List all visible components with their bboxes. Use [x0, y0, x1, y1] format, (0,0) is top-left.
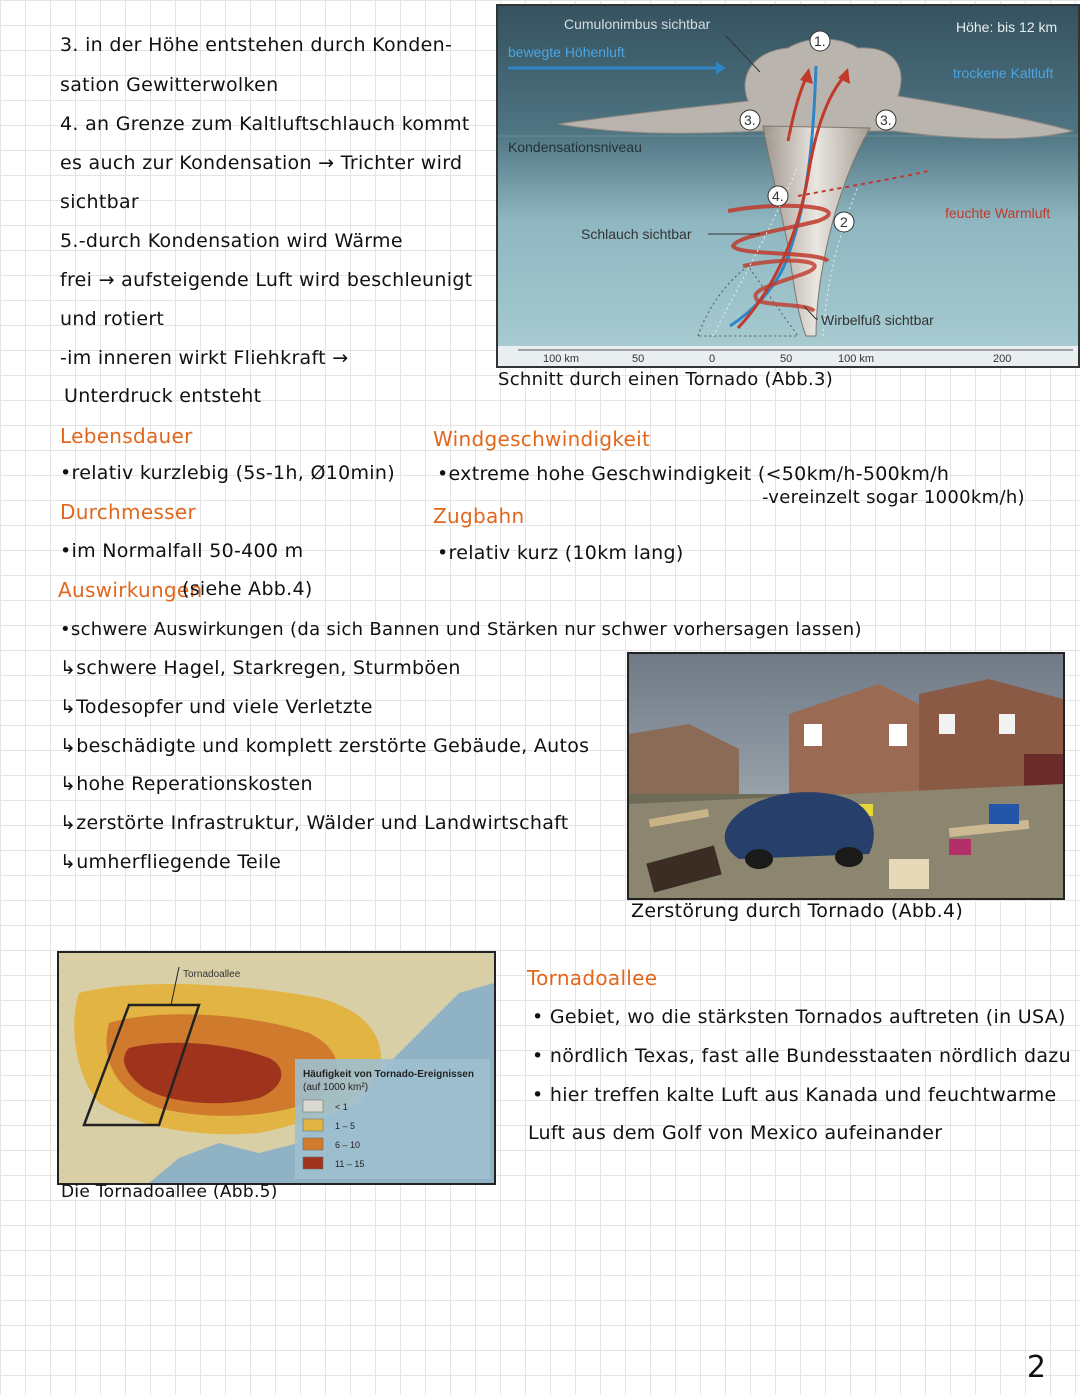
auswirkungen-item-5: ↳hohe Reperationskosten [60, 773, 313, 795]
marker-3-right [876, 110, 896, 130]
tick-100-right: 100 km [838, 353, 875, 365]
heading-zugbahn: Zugbahn [433, 504, 525, 528]
figure3-caption: Schnitt durch einen Tornado (Abb.3) [498, 369, 834, 390]
heading-tornadoallee: Tornadoallee [527, 966, 658, 990]
heading-windgeschwindigkeit: Windgeschwindigkeit [433, 427, 651, 451]
note-line-2: sation Gewitterwolken [60, 74, 279, 96]
heading-auswirkungen: Auswirkungen [58, 578, 203, 602]
lebensdauer-text: •relativ kurzlebig (5s-1h, Ø10min) [60, 462, 395, 484]
label-cumulonimbus: Cumulonimbus sichtbar [564, 16, 711, 32]
svg-text:1.: 1. [814, 33, 826, 49]
tick-50-right: 50 [780, 353, 793, 365]
label-height: Höhe: bis 12 km [956, 19, 1058, 35]
svg-text:< 1: < 1 [335, 1102, 348, 1112]
label-moving-upper-air: bewegte Höhenluft [508, 44, 625, 60]
note-line-7: frei → aufsteigende Luft wird beschleunigt [60, 269, 473, 291]
svg-text:3.: 3. [744, 112, 756, 128]
tick-0: 0 [709, 353, 716, 365]
heading-lebensdauer: Lebensdauer [60, 424, 193, 448]
label-condensation-level: Kondensationsniveau [508, 139, 642, 155]
note-line-10: Unterdruck entsteht [64, 385, 262, 407]
note-line-9: -im inneren wirkt Fliehkraft → [60, 347, 349, 369]
tick-200: 200 [993, 353, 1012, 365]
tornado-diagram [496, 4, 1080, 368]
auswirkungen-item-7: ↳umherfliegende Teile [60, 851, 282, 873]
label-dry-cold-air: trockene Kaltluft [953, 65, 1054, 81]
tornado-destruction-photo [627, 652, 1065, 900]
marker-1 [810, 31, 830, 51]
tick-100-left: 100 km [543, 353, 580, 365]
marker-4 [768, 186, 788, 206]
tornado-alley-map [57, 951, 496, 1185]
svg-text:3.: 3. [880, 112, 892, 128]
note-line-5: sichtbar [60, 191, 140, 213]
tornadoallee-item-4: Luft aus dem Golf von Mexico aufeinander [528, 1122, 943, 1144]
tornadoallee-item-3: • hier treffen kalte Luft aus Kanada und feuchtwarme [532, 1084, 1057, 1106]
legend-subtitle: (auf 1000 km²) [303, 1082, 369, 1093]
tick-50-left: 50 [632, 353, 645, 365]
auswirkungen-item-2: ↳schwere Hagel, Starkregen, Sturmböen [60, 657, 461, 679]
svg-text:6 – 10: 6 – 10 [335, 1140, 361, 1150]
page-number: 2 [1026, 1350, 1046, 1385]
auswirkungen-item-4: ↳beschädigte und komplett zerstörte Gebäude, Autos [60, 735, 590, 757]
figure4-caption: Zerstörung durch Tornado (Abb.4) [631, 900, 964, 922]
note-line-3: 4. an Grenze zum Kaltluftschlauch kommt [60, 113, 470, 135]
svg-text:2: 2 [840, 214, 848, 230]
auswirkungen-item-1: •schwere Auswirkungen (da sich Bannen und Stärken nur schwer vorhersagen lassen) [60, 619, 862, 640]
wind-text: •extreme hohe Geschwindigkeit (<50km/h-500km/h [437, 463, 950, 485]
wind-text-2: -vereinzelt sogar 1000km/h) [762, 487, 1025, 508]
heading-durchmesser: Durchmesser [60, 500, 196, 524]
label-humid-warm-air: feuchte Warmluft [945, 205, 1051, 221]
marker-3-left [740, 110, 760, 130]
note-line-8: und rotiert [60, 308, 165, 330]
auswirkungen-item-3: ↳Todesopfer und viele Verletzte [60, 696, 373, 718]
auswirkungen-note: (siehe Abb.4) [182, 578, 313, 600]
note-line-6: 5.-durch Kondensation wird Wärme [60, 230, 403, 252]
zugbahn-text: •relativ kurz (10km lang) [437, 542, 684, 564]
tornadoallee-item-2: • nördlich Texas, fast alle Bundesstaaten nördlich dazu [532, 1045, 1071, 1067]
map-label-tornadoallee: Tornadoallee [183, 969, 241, 980]
note-line-4: es auch zur Kondensation → Trichter wird [60, 152, 463, 174]
tornadoallee-item-1: • Gebiet, wo die stärksten Tornados auftreten (in USA) [532, 1006, 1066, 1028]
figure5-caption: Die Tornadoallee (Abb.5) [61, 1182, 278, 1202]
svg-text:1 – 5: 1 – 5 [335, 1121, 356, 1131]
label-vortex-foot: Wirbelfuß sichtbar [821, 312, 934, 328]
durchmesser-text: •im Normalfall 50-400 m [60, 540, 304, 562]
svg-text:4.: 4. [772, 188, 784, 204]
note-line-1: 3. in der Höhe entstehen durch Konden- [60, 34, 453, 56]
svg-text:11 – 15: 11 – 15 [335, 1159, 365, 1169]
legend-title: Häufigkeit von Tornado-Ereignissen [303, 1069, 474, 1080]
marker-2 [834, 212, 854, 232]
auswirkungen-item-6: ↳zerstörte Infrastruktur, Wälder und Landwirtschaft [60, 812, 569, 834]
label-tube-visible: Schlauch sichtbar [581, 226, 692, 242]
